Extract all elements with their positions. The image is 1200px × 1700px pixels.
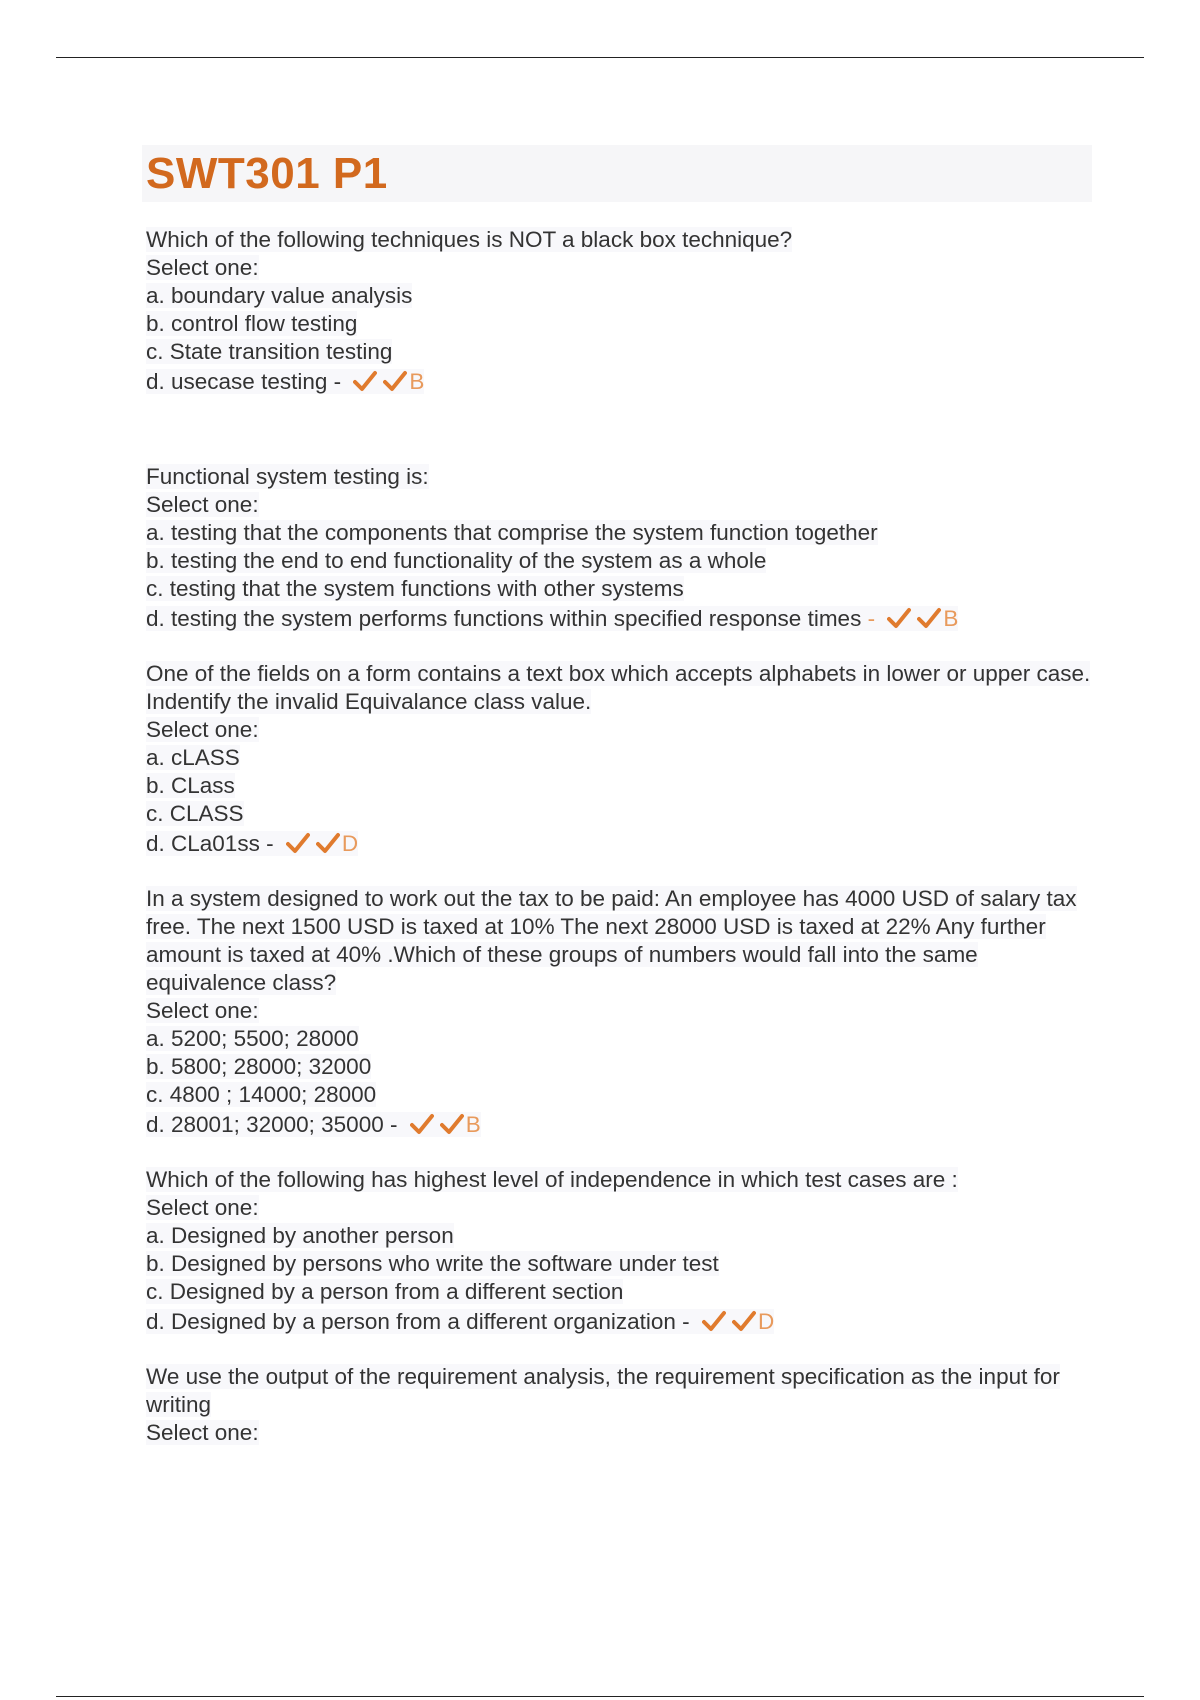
option-a: a. Designed by another person: [146, 1223, 454, 1248]
question-text: Functional system testing is:: [146, 464, 429, 489]
question-5: [146, 1166, 1096, 1336]
answer-line: [146, 368, 1096, 396]
option-a: a. 5200; 5500; 28000: [146, 1026, 359, 1051]
select-one-label: Select one:: [146, 492, 259, 517]
option-b: b. Designed by persons who write the software under test: [146, 1251, 719, 1276]
answer-letter: D: [757, 1309, 775, 1334]
option-c: c. testing that the system functions with other systems: [146, 576, 684, 601]
checkmark-icon: [440, 1113, 464, 1135]
bottom-rule: [56, 1696, 1144, 1697]
answer-letter: B: [943, 606, 959, 631]
option-b: b. testing the end to end functionality of the system as a whole: [146, 548, 767, 573]
checkmark-icon: [353, 370, 377, 392]
answer-dash: -: [390, 1112, 398, 1137]
answer-dash: -: [682, 1309, 690, 1334]
top-rule: [56, 57, 1144, 58]
answer-dash: -: [266, 831, 274, 856]
answer-dash: -: [867, 606, 876, 631]
select-one-label: Select one:: [146, 998, 259, 1023]
answer-line: [146, 1111, 1096, 1139]
question-text: In a system designed to work out the tax to be paid: An employee has 4000 USD of salary tax free. The next 1500 USD is taxed at 10% The next 28000 USD is taxed at 22% Any further amount is taxed at 40% .Which of these groups of numbers would fall into the same equivalence class?: [146, 886, 1077, 995]
option-d: d. CLa01ss: [146, 831, 260, 856]
select-one-label: Select one:: [146, 717, 259, 742]
answer-letter: B: [465, 1112, 481, 1137]
answer-line: [146, 830, 1096, 858]
checkmark-icon: [286, 832, 310, 854]
checkmark-icon: [316, 832, 340, 854]
answer-line: [146, 605, 1096, 633]
option-b: b. CLass: [146, 773, 235, 798]
option-c: c. Designed by a person from a different section: [146, 1279, 624, 1304]
option-d: d. testing the system performs functions within specified response times: [146, 606, 862, 631]
question-6: [146, 1363, 1096, 1447]
option-c: c. CLASS: [146, 801, 244, 826]
checkmark-icon: [383, 370, 407, 392]
select-one-label: Select one:: [146, 255, 259, 280]
option-a: a. cLASS: [146, 745, 240, 770]
questions-container: [146, 226, 1096, 1447]
option-b: b. control flow testing: [146, 311, 358, 336]
question-1: [146, 226, 1096, 396]
checkmark-icon: [887, 607, 911, 629]
select-one-label: Select one:: [146, 1195, 259, 1220]
checkmark-icon: [732, 1310, 756, 1332]
checkmark-icon: [410, 1113, 434, 1135]
document-title: SWT301 P1: [146, 149, 388, 198]
option-a: a. boundary value analysis: [146, 283, 413, 308]
question-text: One of the fields on a form contains a text box which accepts alphabets in lower or upper case. Indentify the invalid Equivalance class value.: [146, 661, 1091, 714]
answer-dash: -: [333, 369, 342, 394]
question-4: [146, 885, 1096, 1139]
checkmark-icon: [917, 607, 941, 629]
option-c: c. 4800 ; 14000; 28000: [146, 1082, 377, 1107]
option-c: c. State transition testing: [146, 339, 393, 364]
answer-letter: B: [409, 369, 425, 394]
option-d: d. usecase testing: [146, 369, 328, 394]
question-3: [146, 660, 1096, 858]
option-d: d. Designed by a person from a different organization: [146, 1309, 676, 1334]
select-one-label: Select one:: [146, 1420, 259, 1445]
answer-line: [146, 1308, 1096, 1336]
question-2: [146, 463, 1096, 633]
question-text: We use the output of the requirement analysis, the requirement specification as the input for writing: [146, 1364, 1060, 1417]
checkmark-icon: [702, 1310, 726, 1332]
question-text: Which of the following has highest level of independence in which test cases are :: [146, 1167, 958, 1192]
option-a: a. testing that the components that comprise the system function together: [146, 520, 878, 545]
answer-letter: D: [341, 831, 359, 856]
question-text: Which of the following techniques is NOT a black box technique?: [146, 227, 793, 252]
option-b: b. 5800; 28000; 32000: [146, 1054, 372, 1079]
option-d: d. 28001; 32000; 35000: [146, 1112, 384, 1137]
